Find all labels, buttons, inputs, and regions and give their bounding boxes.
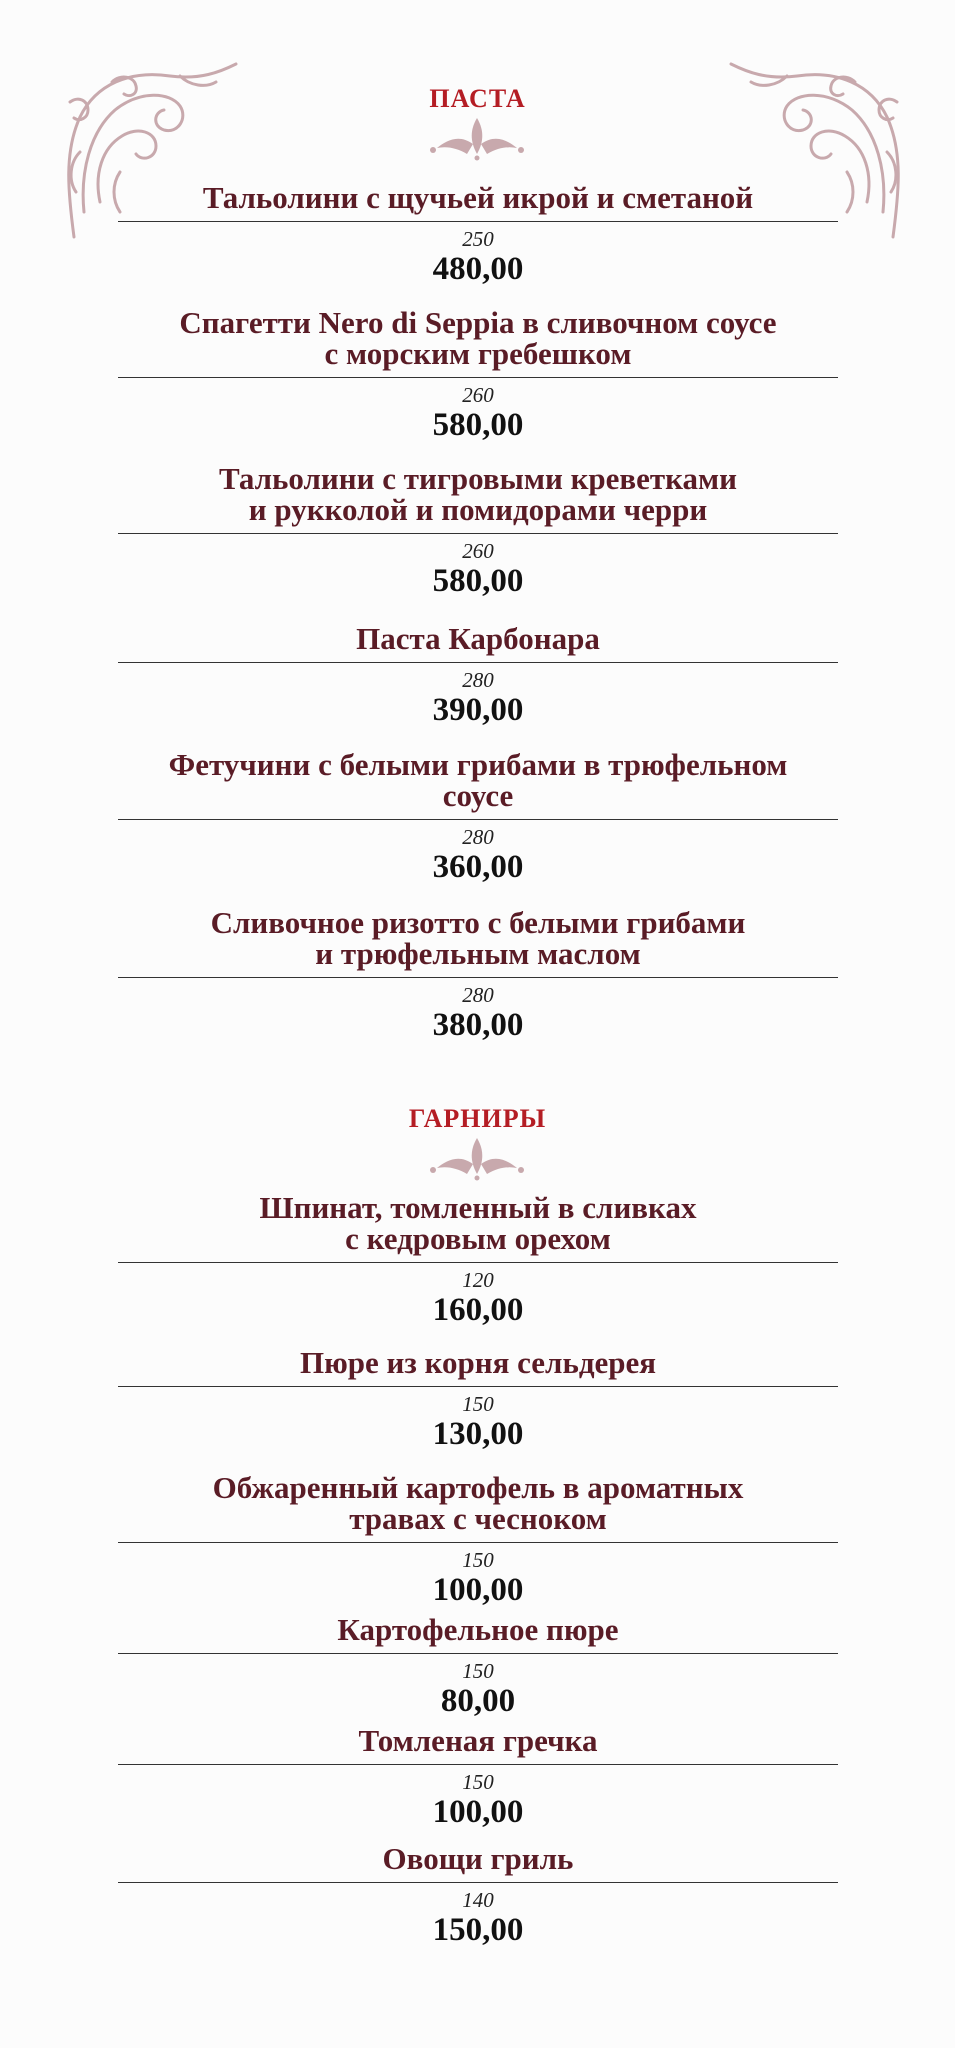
item-weight: 280 [462, 668, 494, 692]
item-divider [118, 533, 838, 534]
menu-item [118, 182, 838, 286]
item-price: 80,00 [440, 1683, 516, 1719]
item-divider [118, 977, 838, 978]
menu-item [118, 1347, 838, 1451]
item-weight: 250 [462, 227, 494, 251]
item-weight: 150 [462, 1548, 494, 1572]
item-name: Сливочное ризотто с белыми грибами и трюфельным маслом [210, 905, 746, 971]
item-name: Обжаренный картофель в ароматных травах с чесноком [212, 1470, 744, 1536]
item-divider [118, 221, 838, 222]
item-weight: 260 [462, 539, 494, 563]
item-divider [118, 1542, 838, 1543]
item-weight: 120 [462, 1268, 494, 1292]
item-price: 390,00 [432, 692, 524, 728]
item-price: 360,00 [432, 849, 524, 885]
item-price: 100,00 [432, 1572, 524, 1608]
item-weight: 260 [462, 383, 494, 407]
item-divider [118, 819, 838, 820]
item-name: Тальолини с тигровыми креветками и рукколой и помидорами черри [218, 461, 738, 527]
item-weight: 280 [462, 983, 494, 1007]
item-price: 130,00 [432, 1416, 524, 1452]
item-name: Пюре из корня сельдерея [299, 1345, 657, 1380]
menu-item [118, 1843, 838, 1947]
item-name: Спагетти Nero di Seppia в сливочном соусе с морским гребешком [179, 305, 777, 371]
item-price: 160,00 [432, 1292, 524, 1328]
item-divider [118, 1882, 838, 1883]
item-name: Паста Карбонара [356, 621, 600, 656]
item-name: Томленая гречка [358, 1723, 598, 1758]
item-name: Картофельное пюре [337, 1612, 619, 1647]
item-name: Овощи гриль [382, 1841, 574, 1876]
item-weight: 150 [462, 1659, 494, 1683]
menu-item [118, 1192, 838, 1327]
item-price: 580,00 [432, 407, 524, 443]
menu-item [118, 1472, 838, 1607]
section-divider-ornament-icon [429, 1134, 525, 1182]
item-name: Шпинат, томленный в сливках с кедровым орехом [259, 1190, 697, 1256]
item-divider [118, 1262, 838, 1263]
item-weight: 140 [462, 1888, 494, 1912]
section-title: ГАРНИРЫ [408, 1104, 547, 1133]
item-price: 100,00 [432, 1794, 524, 1830]
menu-item [118, 623, 838, 727]
menu-item [118, 907, 838, 1042]
menu-item [118, 1614, 838, 1718]
item-divider [118, 377, 838, 378]
item-price: 150,00 [432, 1912, 524, 1948]
item-price: 480,00 [432, 251, 524, 287]
item-weight: 280 [462, 825, 494, 849]
item-price: 380,00 [432, 1007, 524, 1043]
item-divider [118, 1653, 838, 1654]
menu-item [118, 463, 838, 598]
item-divider [118, 662, 838, 663]
section-divider-ornament-icon [429, 114, 525, 162]
menu-item [118, 1725, 838, 1829]
menu-item [118, 749, 838, 884]
item-name: Тальолини с щучьей икрой и сметаной [202, 180, 754, 215]
item-weight: 150 [462, 1392, 494, 1416]
item-divider [118, 1386, 838, 1387]
item-divider [118, 1764, 838, 1765]
section-title: ПАСТА [429, 84, 526, 113]
item-price: 580,00 [432, 563, 524, 599]
item-weight: 150 [462, 1770, 494, 1794]
item-name: Фетучини с белыми грибами в трюфельном соусе [168, 747, 788, 813]
menu-item [118, 307, 838, 442]
